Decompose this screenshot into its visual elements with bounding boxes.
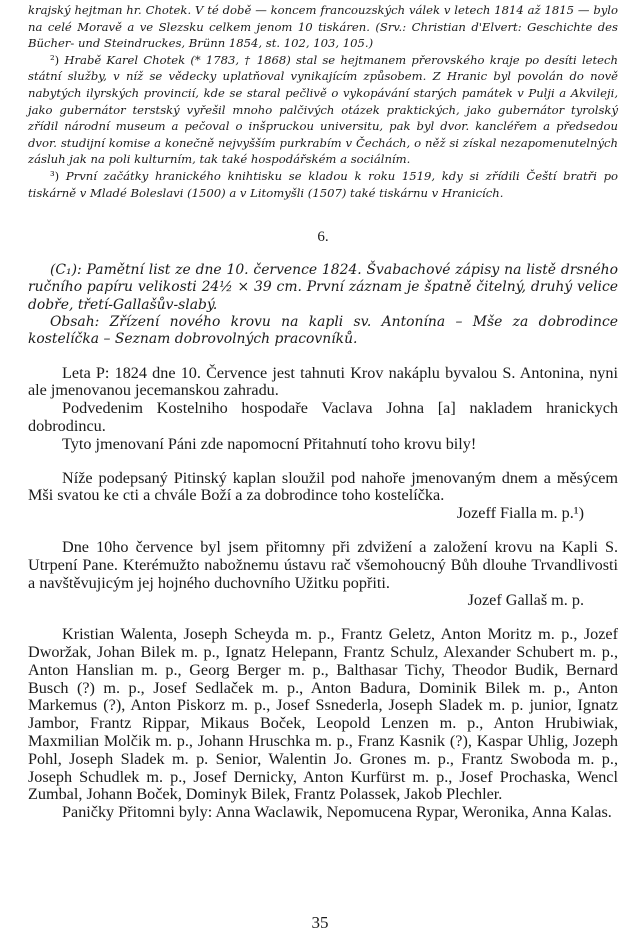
document-contents: Obsah: Zřízení nového krovu na kapli sv. Antonína – Mše za dobrodince kostelíčka – Seznam dobrovolných pracovníků.	[28, 314, 618, 348]
women-present: Paničky Přitomni byly: Anna Waclawik, Nepomucena Rypar, Weronika, Anna Kalas.	[62, 803, 612, 822]
section-number: 6.	[317, 229, 329, 246]
worker-list: Kristian Walenta, Joseph Scheyda m. p., Frantz Geletz, Anton Moritz m. p., Jozef Dworžak, Johan Bilek m. p., Ignatz Helepann, Frantz Schulz, Alexander Schubert m. p., Anton Hanslian m. p., Georg Berger m. p., Balthasar Tichy, Theodor Budik, Bernard Busch (?) m. p., Josef Sedlaček m. p., Anton Badura, Dominik Bilek m. p., Anton Markemus (?), Anton Piskorz m. p., Josef Ssnederla, Joseph Sladek m. p. junior, Ignatz Jambor, Frantz Rippar, Mikaus Boček, Leopold Lenzen m. p., Anton Hrubiwiak, Maxmilian Molčik m. p., Johann Hruschka m. p., Franz Kasnik (?), Kaspar Uhlig, Jozeph Pohl, Joseph Sladek m. p. Senior, Walentin Jo. Grones m. p., Frantz Swoboda m. p., Joseph Schudlek m. p., Josef Dernicky, Anton Kurfürst m. p., Josef Prochaska, Wencl Zumbal, Johann Boček, Dominyk Bilek, Frantz Polassek, Jakob Plechler.	[28, 625, 618, 804]
entry-paragraph-1: Leta P: 1824 dne 10. Července jest tahnuti Krov nakáplu byvalou S. Antonina, nyni ale jmenovanou jecemanskou zahradu.	[28, 363, 618, 400]
entry-paragraph-4: Níže podepsaný Pitinský kaplan sloužil pod nahoře jmenovaným dnem a měsýcem Mši svatou ke cti a chvále Boží a za dobrodince toho kostelíčka.	[28, 468, 618, 505]
signature-gallas: Jozef Gallaš m. p.	[467, 591, 584, 610]
signature-fialla: Jozeff Fialla m. p.¹)	[456, 504, 584, 523]
entry-paragraph-5: Dne 10ho července byl jsem přitomny při zdvižení a založení krovu na Kapli S. Utrpení Pane. Kterémužto nabožnemu ústavu rač všemohoucný Bůh dlouhe Trvandlivosti a navštěvujicým jej hojného duchovního Užitku popřiti.	[28, 537, 618, 592]
entry-paragraph-2: Podvedenim Kostelniho hospodaře Vaclava Johna [a] nakladem hranickych dobrodincu.	[28, 399, 618, 435]
document-description: (C₁): Pamětní list ze dne 10. července 1824. Švabachové zápisy na listě drsného ručního papíru velikosti 24½ × 39 cm. První záznam je špatně čitelný, druhý velice dobře, třetí-Gallašův-slabý.	[28, 262, 618, 313]
footnote-2-mark: ²)	[50, 52, 60, 67]
footnote-2-text: Hrabě Karel Chotek (* 1783, † 1868) stal se hejtmanem přerovského kraje po desíti letech státní služby, v níž se vědecky uplatňoval vynikajícím způsobem. Z Hranic byl povolán do nově nabytých ilyrských provincií, kde se staral pečlivě o vykopávání starých památek v Pulji a Akvileji, jako gubernátor terstský vyřešil mnoho palčivých otázek praktických, jako gubernátor tyrolský zřídil národní museum a pečoval o inšpruckou universitu, pak byl dvor. kancléřem a předsedou dvor. studijní komise a konečně nejvyšším purkrabím v Čechách, o něž si získal nezapomenutelných zásluh jak na poli kulturním, tak také hospodářském a sociálním.	[28, 52, 618, 167]
page-content	[28, 2, 618, 822]
entry-paragraph-3: Tyto jmenovaní Páni zde napomocní Přitahnutí toho krovu bily!	[62, 434, 477, 453]
page-number: 35	[311, 913, 329, 932]
footnote-3-text: První začátky hranického knihtisku se kladou k roku 1519, kdy si zřídili Čeští bratři po tiskárně v Mladé Boleslavi (1500) a v Litomyšli (1507) také tiskárnu v Hranicích.	[28, 168, 619, 200]
footnote-3	[28, 168, 618, 201]
footnote-3-mark: ³)	[50, 168, 60, 183]
footnote-1-continuation: krajský hejtman hr. Chotek. V té době — koncem francouzských válek v letech 1814 až 1815 — bylo na celé Moravě a ve Slezsku celkem jenom 10 tiskáren. (Srv.: Christian d'Elvert: Geschichte des Bücher- und Steindruckes, Brünn 1854, st. 102, 103, 105.)	[28, 3, 618, 51]
footnote-2	[28, 52, 618, 168]
